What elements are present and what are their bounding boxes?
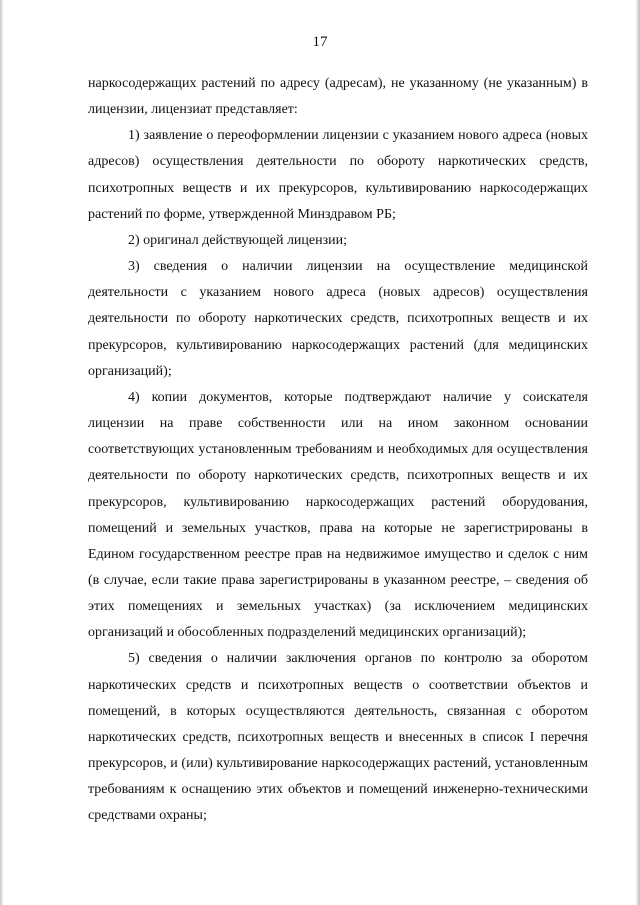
list-item-2: 2) оригинал действующей лицензии; bbox=[128, 232, 348, 248]
document-body bbox=[88, 71, 588, 830]
list-item-3: 3) сведения о наличии лицензии на осуществление медицинской деятельности с указанием нового адреса (новых адресов) осуществления деятельности по обороту наркотических средств, психотропных веществ и их прекурсоров, культивированию наркосодержащих растений (для медицинских организаций); bbox=[88, 259, 588, 379]
scan-edge-right bbox=[636, 0, 640, 905]
list-item-5: 5) сведения о наличии заключения органов по контролю за оборотом наркотических средств и психотропных веществ о соответствии объектов и помещений, в которых осуществляются деятельность, связанная с оборотом наркотических средств, психотропных веществ и внесенных в список I перечня прекурсоров, и (или) культивирование наркосодержащих растений, установленным требованиям к оснащению этих объектов и помещений инженерно-техническими средствами охраны; bbox=[88, 651, 588, 824]
list-item-4: 4) копии документов, которые подтверждают наличие у соискателя лицензии на праве собственности или на ином законном основании соответствующих установленным требованиям и необходимых для осуществления деятельности по обороту наркотических средств, психотропных веществ и их прекурсоров, культивированию наркосодержащих растений оборудования, помещений и земельных участков, права на которые не зарегистрированы в Едином государственном реестре прав на недвижимое имущество и сделок с ним (в случае, если такие права зарегистрированы в указанном реестре, – сведения об этих помещениях и земельных участках) (за исключением медицинских организаций и обособленных подразделений медицинских организаций); bbox=[88, 389, 588, 641]
list-item-1: 1) заявление о переоформлении лицензии с указанием нового адреса (новых адресов) осуществления деятельности по обороту наркотических средств, психотропных веществ и их прекурсоров, культивированию наркосодержащих растений по форме, утвержденной Минздравом РБ; bbox=[88, 128, 588, 222]
scan-edge-left bbox=[0, 0, 3, 905]
page-number: 17 bbox=[312, 34, 328, 50]
paragraph-continuation: наркосодержащих растений по адресу (адресам), не указанному (не указанным) в лицензии, лицензиат представляет: bbox=[88, 76, 588, 118]
